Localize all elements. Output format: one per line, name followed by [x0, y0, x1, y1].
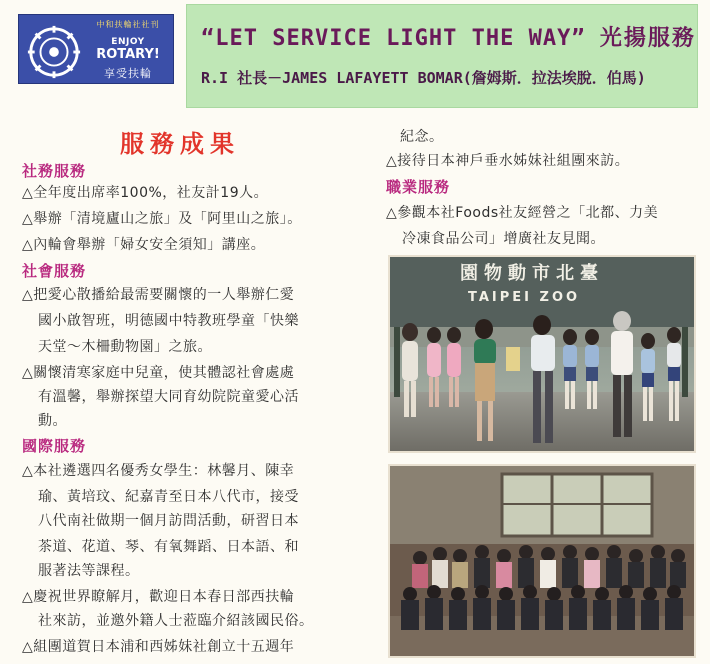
- section-title-community: 社會服務: [22, 262, 87, 280]
- banner-subtitle: R.I 社長－JAMES LAFAYETT BOMAR(詹姆斯．拉法埃脫．伯馬): [201, 69, 646, 87]
- list-item: 八代南社做期一個月訪問活動，研習日本: [38, 513, 299, 529]
- page-title: 服務成果: [120, 130, 240, 158]
- list-item: △全年度出席率100%，社友計19人。: [22, 185, 269, 201]
- banner-title-zh: 光揚服務: [599, 26, 696, 51]
- list-item: △內輪會舉辦「婦女安全須知」講座。: [22, 237, 266, 253]
- list-item: 服著法等課程。: [38, 563, 140, 579]
- list-item: △舉辦「清境廬山之旅」及「阿里山之旅」。: [22, 211, 302, 227]
- zoo-group-photo: [388, 255, 696, 453]
- section-title-club: 社務服務: [22, 162, 87, 180]
- list-item: 有溫馨，舉辦探望大同育幼院院童愛心活: [38, 389, 299, 405]
- banner-title-en: “LET SERVICE LIGHT THE WAY”: [201, 26, 586, 51]
- logo-top-text: 中和扶輪社社刊: [96, 20, 160, 29]
- list-item: △本社遴選四名優秀女學生：林馨月、陳幸: [22, 463, 295, 479]
- logo-enjoy-text: ENJOY: [111, 37, 145, 47]
- rotary-logo: [18, 14, 174, 84]
- zoo-sign-en: TAIPEI ZOO: [468, 290, 581, 305]
- header-banner: [186, 4, 698, 108]
- list-item: △關懷清寒家庭中兒童，使其體認社會處處: [22, 365, 295, 381]
- list-item: 紀念。: [400, 129, 444, 145]
- list-item: △參觀本社Foods社友經營之「北都、力美: [386, 205, 659, 221]
- list-item: 國小啟智班，明德國中特教班學童「快樂: [38, 313, 299, 329]
- section-title-international: 國際服務: [22, 437, 87, 455]
- logo-zh-text: 享受扶輪: [104, 67, 152, 80]
- list-item: △慶祝世界瞭解月，歡迎日本春日部西扶輪: [22, 589, 295, 605]
- list-item: 天堂～木柵動物園」之旅。: [38, 339, 212, 355]
- banquet-group-photo: [388, 464, 696, 658]
- banquet-photo-illustration: [390, 466, 694, 656]
- list-item: 冷凍食品公司」增廣社友見聞。: [402, 231, 605, 247]
- rotary-wheel-icon: [25, 23, 83, 81]
- list-item: 茶道、花道、琴、有氧舞蹈、日本語、和: [38, 539, 299, 555]
- list-item: △接待日本神戶垂水姊妹社組團來訪。: [386, 153, 630, 169]
- zoo-photo-illustration: [390, 257, 694, 451]
- logo-rotary-text: ROTARY!: [96, 47, 160, 62]
- list-item: △組團道賀日本浦和西姊妹社創立十五週年: [22, 639, 295, 655]
- list-item: △把愛心散播給最需要關懷的一人舉辦仁愛: [22, 287, 295, 303]
- list-item: 瑜、黃培玟、紀嘉青至日本八代市，接受: [38, 489, 299, 505]
- banner-title: [201, 21, 696, 52]
- list-item: 社來訪，並邀外籍人士蒞臨介紹該國民俗。: [38, 613, 314, 629]
- zoo-sign-zh: 園物動市北臺: [460, 263, 604, 284]
- list-item: 動。: [38, 413, 67, 429]
- section-title-vocational: 職業服務: [386, 178, 451, 196]
